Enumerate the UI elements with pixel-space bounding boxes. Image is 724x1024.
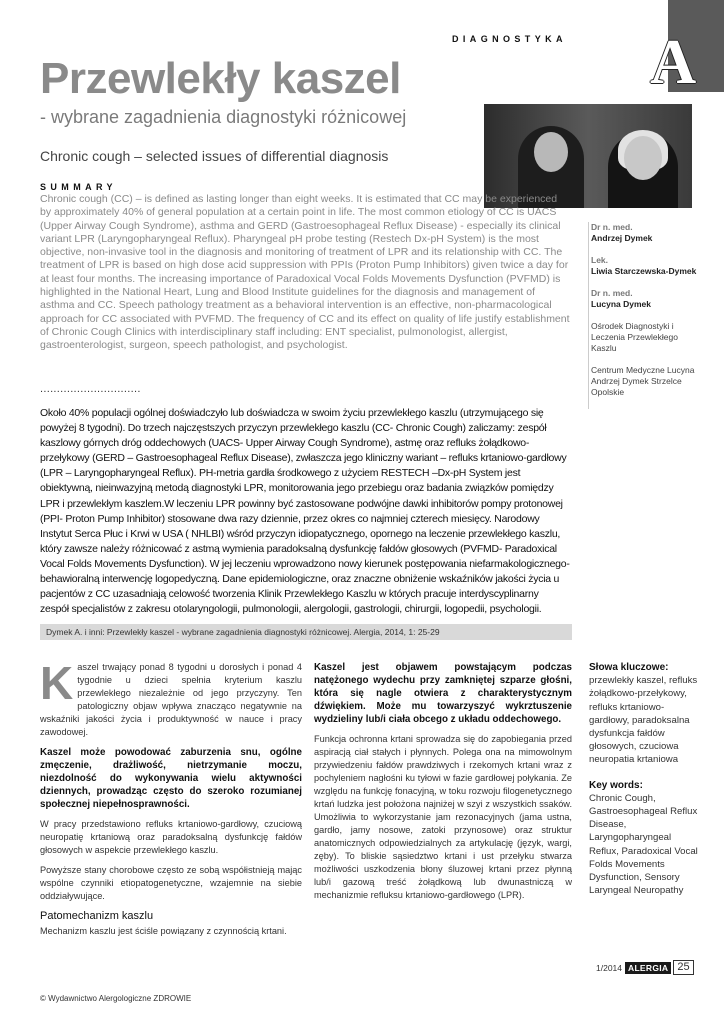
author-degree: Dr n. med. xyxy=(591,288,633,298)
separator-dots: .............................. xyxy=(40,383,141,395)
article-title: Przewlekły kaszel xyxy=(40,54,401,103)
issue-number: 1/2014 xyxy=(596,962,622,973)
keywords-pl-label: Słowa kluczowe: xyxy=(589,662,669,673)
author-name: Lucyna Dymek xyxy=(591,299,651,309)
keywords-en-label: Key words: xyxy=(589,779,643,791)
section-label: DIAGNOSTYKA xyxy=(452,34,567,44)
paragraph: Mechanizm kaszlu jest ściśle powiązany z czynnością krtani. xyxy=(40,926,287,936)
author-degree: Lek. xyxy=(591,255,609,265)
intro-paragraph xyxy=(40,657,302,739)
body-column-2 xyxy=(314,661,572,909)
article-subtitle: - wybrane zagadnienia diagnostyki różnicowej xyxy=(40,107,407,127)
author-entry xyxy=(591,288,698,310)
author-name: Andrzej Dymek xyxy=(591,233,653,243)
body-column-1 xyxy=(40,657,302,945)
paragraph: Funkcja ochronna krtani sprowadza się do zapobiegania przed aspiracją ciał stałych i płynnych. Polega ona na mimowolnym przywiedzeniu fałdów prawdziwych i rzekomych krtani wraz z pochyleniem nagłośni ku tyłowi w fazie gardłowej połykania. Ze względu na funkcję fonacyjną, w toku rozwoju filogenetycznego krtań ludzka jest położona najniżej w szyi z wszystkich ssaków. Umożliwia to wykorzystanie jam rezonacyjnych (jama ustna, gardło, jamy nosowe, zatoki przynosowe) oraz struktur anatomicznych odpowiedzialnych za artykulację (język, wargi, zęby). To bliskie sąsiedztwo krtani i ust przełyku stwarza możliwości uszkodzenia błony śluzowej krtani przez płynną lub/i gazową treść żołądkową lub dwunastniczą w mechanizmie refluksu krtaniowo-gardłowego (LPR). xyxy=(314,734,572,900)
drop-cap: K xyxy=(40,657,74,709)
author-name: Liwia Starczewska-Dymek xyxy=(591,266,697,276)
affiliation: Centrum Medyczne Lucyna Andrzej Dymek Strzelce Opolskie xyxy=(591,365,695,397)
paragraph-text: aszel trwający ponad 8 tygodni u dorosłych i ponad 4 tygodnie u dzieci spełnia kryterium kaszlu przewlekłego niezależnie od jego przyczyny. Ten patologiczny objaw wpływa znacząco negatywnie na wskaźniki jakości życia i produktywność w nauce i pracy zawodowej. xyxy=(40,662,302,737)
bold-paragraph: Kaszel jest objawem powstającym podczas natężonego wydechu przy zamkniętej szparze głośni, która się nagle otwiera z charakterystycznym dźwiękiem. Może mu towarzyszyć wykrztuszenie wydzieliny lub/i ciała obcego z układu oddechowego. xyxy=(314,662,572,725)
keywords-en: Chronic Cough, Gastroesophageal Reflux Disease, Laryngopharyngeal Reflux, Paradoxical Vocal Folds Movements Dysfunction, Sensory Laryngeal Neuropathy xyxy=(589,792,698,897)
keywords-box xyxy=(589,661,701,897)
affiliation: Ośrodek Diagnostyki i Leczenia Przewlekłego Kaszlu xyxy=(591,321,678,353)
author-portrait-female xyxy=(608,132,678,208)
polish-abstract: Około 40% populacji ogólnej doświadczyło lub doświadcza w swoim życiu przewlekłego kaszlu (utrzymującego się powyżej 8 tygodni). Do trzech najczęstszych przyczyn przewlekłego kaszlu (CC- Chronic Cough) zaliczamy: zespół kaszlowy górnych dróg oddechowych (UACS- Upper Airway Cough Syndrome), astmę oraz refluks żołądkowo-przełykowy (GERD – Gastroesophageal Reflux Disease), zwłaszcza jego kliniczny wariant – refluks krtaniowo-gardłowy (LPR – Laryngopharyngeal Reflux). PH-metria gardła środkowego z użyciem RESTECH –Dx-pH System jest obiektywną, nieinwazyjną metodą diagnostyki LPR, monitorowania jego przebiegu oraz badania związków pomiędzy LPR i przewlekłym kaszlem.W leczeniu LPR powinny być zastosowane podwójne dawki inhibitorów pompy protonowej (PPI- Proton Pump Inhibitor) stosowane dwa razy dziennie, przez okres co najmniej czterech miesięcy. Narodowy Instytut Serca Płuc i Krwi w USA ( NHLBI) wśród przyczyn idiopatycznego, opornego na leczenie przewlekłego kaszlu, który zawsze należy różnicować z astmą wymienia paradoksalną dysfunkcję fałdów głosowych (PVFMD- Paradoxical Vocal Folds Movements Dysfunction). W jej leczeniu wprowadzono nowy kierunek postępowania niefarmakologicznego- behawioralną interwencję logopedyczną. Dane epidemiologiczne, oraz znaczne obniżenie wskaźników jakości życia u pacjentów z CC uzasadniają celowość tworzenia Klinik Przewlekłego Kaszlu w których pracuje interdyscyplinarny zespół specjalistów z zakresu otolaryngologii, pulmonologii, alergologii, gastrologii, chirurgii, logopedii, psychologii. xyxy=(40,407,570,616)
section-corner-letter: A xyxy=(650,26,697,97)
footer-brand xyxy=(596,960,694,975)
author-entry xyxy=(591,255,698,277)
bold-paragraph: Kaszel może powodować zaburzenia snu, ogólne zmęczenie, drażliwość, nietrzymanie moczu, niezdolność do wykonywania wielu aktywności dziennych, prowadząc często do szeroko rozumianej społecznej niepełnosprawności. xyxy=(40,747,302,810)
english-title: Chronic cough – selected issues of differential diagnosis xyxy=(40,148,389,164)
section-heading: Patomechanizm kaszlu xyxy=(40,910,154,922)
author-entry xyxy=(591,222,698,244)
page-number: 25 xyxy=(673,960,693,975)
magazine-logo: ALERGIA xyxy=(625,962,671,974)
summary-label: SUMMARY xyxy=(40,182,117,192)
paragraph: W pracy przedstawiono refluks krtaniowo-gardłowy, czuciową neuropatię krtaniową oraz paradoksalną dysfunkcję fałdów głosowych w aspekcie przewlekłego kaszlu. xyxy=(40,819,302,855)
citation-bar: Dymek A. i inni: Przewlekły kaszel - wybrane zagadnienia diagnostyki różnicowej. Alergia, 2014, 1: 25-29 xyxy=(40,624,572,640)
paragraph: Powyższe stany chorobowe często ze sobą współistnieją mając wspólne czynniki etiopatogenetyczne, wzajemnie na siebie oddziaływujące. xyxy=(40,865,302,901)
keywords-pl: przewlekły kaszel, refluks żołądkowo-przełykowy, refluks krtaniowo-gardłowy, paradoksalna dysfunkcja fałdów głosowych, czuciowa neuropatia krtaniowa xyxy=(589,675,698,766)
summary-text: Chronic cough (CC) – is defined as lasting longer than eight weeks. It is estimated that CC may be experienced by approximately 40% of general population at a certain point in life. The most common etiology of CC is UACS (Upper Airway Cough Syndrome), asthma and GERD (Gastroesophageal Reflux Disease) - especially its clinical variant LPR (Laryngopharyngeal Reflux). Pharyngeal pH probe testing (Restech Dx-pH System) is the most objective, non-invasive tool in the diagnosis and monitoring of treatment of LPR and its relationship with CC. The treatment of LPR is based on high dose acid suppression with PPIs (Proton Pump Inhibitors) given twice a day for at least four months. The increasing importance of Paradoxical Vocal Folds Movements Dysfunction (PVFMD) is highlighted in the National Heart, Lung and Blood Institute guidelines for the diagnosis and management of asthma and CC. Speech pathology treatment as a behavioral intervention is an effective, non-pharmacological approach for CC associated with PVFMD. The frequency of CC and its effect on quality of life justify establishment of Chronic Cough Clinics with interdisciplinary staff including: ENT specialist, pulmonologist, allergist, gastroenterologist, surgeon, speech pathologist, and psychologist. xyxy=(40,193,570,352)
author-degree: Dr n. med. xyxy=(591,222,633,232)
copyright: © Wydawnictwo Alergologiczne ZDROWIE xyxy=(40,994,192,1003)
authors-sidebar xyxy=(588,222,698,409)
